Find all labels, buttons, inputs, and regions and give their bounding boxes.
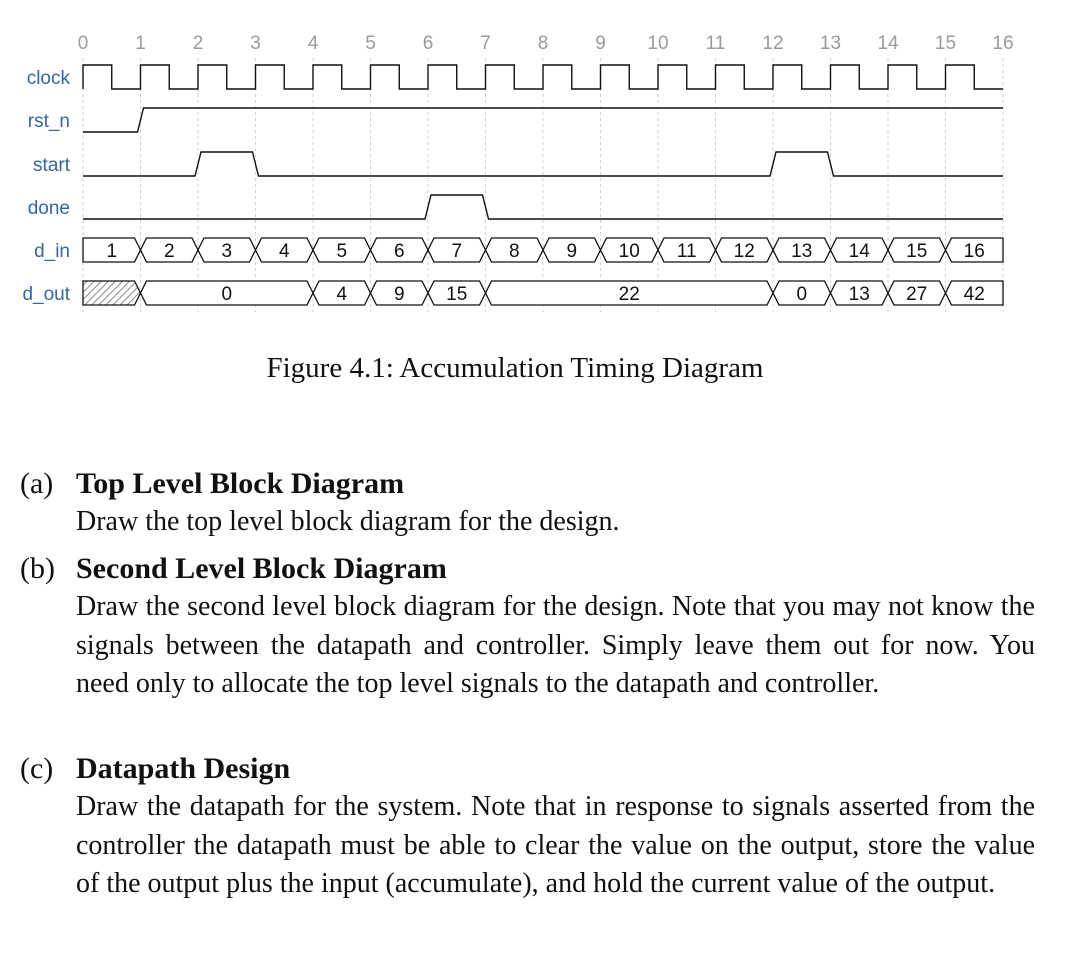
d-in-bus-value: 3 — [221, 241, 233, 262]
cycle-label: 8 — [537, 33, 549, 54]
d-out-bus-value: 42 — [963, 284, 985, 305]
item-body-a: Draw the top level block diagram for the design. — [76, 506, 620, 537]
d-in-bus-value: 8 — [508, 241, 520, 262]
d-in-bus-value: 7 — [451, 241, 463, 262]
cycle-label: 12 — [762, 33, 784, 54]
d-in-bus-value: 11 — [676, 241, 697, 262]
item-label-a: (a) — [20, 467, 54, 500]
d-out-bus-value: 0 — [796, 284, 808, 305]
d-in-bus-value: 16 — [963, 241, 985, 262]
d-out-bus-value: 4 — [336, 284, 348, 305]
cycle-label: 0 — [77, 33, 89, 54]
d-in-bus-value: 14 — [848, 241, 870, 262]
signal-names — [22, 68, 70, 305]
cycle-label: 3 — [250, 33, 261, 54]
signal-name-done: done — [27, 198, 70, 219]
item-heading-a — [20, 465, 1035, 503]
clock-waveform — [83, 65, 1003, 89]
question-item-a — [20, 465, 1035, 542]
cycle-label: 13 — [819, 33, 842, 54]
question-item-b — [20, 550, 1035, 704]
cycle-label: 11 — [705, 33, 726, 54]
cycle-labels — [78, 33, 1014, 54]
d-in-bus-value: 12 — [733, 241, 755, 262]
d-in-bus-value: 4 — [278, 241, 290, 262]
cycle-label: 6 — [422, 33, 434, 54]
cycle-label: 15 — [934, 33, 957, 54]
d-out-bus-segment — [83, 281, 141, 305]
d-out-bus-value: 13 — [848, 284, 870, 305]
figure-caption: Figure 4.1: Accumulation Timing Diagram — [266, 352, 764, 384]
timing-diagram — [0, 0, 1078, 320]
cycle-label: 9 — [595, 33, 606, 54]
d-out-bus-value: 9 — [393, 284, 405, 305]
timing-grid — [83, 58, 1003, 312]
d-in-bus-value: 9 — [566, 241, 578, 262]
item-label-b: (b) — [20, 552, 55, 585]
d-in-bus-value: 10 — [618, 241, 640, 262]
signal-name-d-in: d_in — [34, 241, 70, 262]
d-in-bus-value: 6 — [393, 241, 405, 262]
question-item-c — [20, 750, 1035, 904]
d-in-bus-value: 15 — [906, 241, 928, 262]
d-out-bus-value: 0 — [221, 284, 233, 305]
cycle-label: 16 — [992, 33, 1014, 54]
item-heading-c — [20, 750, 1035, 788]
cycle-label: 10 — [647, 33, 669, 54]
cycle-label: 2 — [192, 33, 204, 54]
cycle-label: 4 — [307, 33, 319, 54]
cycle-label: 5 — [365, 33, 376, 54]
signal-name-d-out: d_out — [22, 284, 70, 305]
item-title-b: Second Level Block Diagram — [76, 552, 447, 585]
d-in-bus-value: 1 — [106, 241, 118, 262]
d-in-bus-value: 13 — [791, 241, 813, 262]
d-in-bus-value: 2 — [163, 241, 175, 262]
cycle-label: 7 — [480, 33, 491, 54]
item-title-a: Top Level Block Diagram — [76, 467, 405, 500]
d-out-bus-value: 27 — [906, 284, 928, 305]
item-heading-b — [20, 550, 1035, 588]
cycle-label: 1 — [135, 33, 146, 54]
signal-name-rst-n: rst_n — [27, 111, 70, 132]
item-label-c: (c) — [20, 752, 54, 785]
d-out-bus-value: 22 — [618, 284, 640, 305]
d-out-bus-value: 15 — [446, 284, 468, 305]
item-title-c: Datapath Design — [76, 752, 291, 785]
cycle-label: 14 — [877, 33, 899, 54]
item-body-c: Draw the datapath for the system. Note that in response to signals asserted from the controller the datapath must be able to clear the value on the output, store the value of the output plus the input (accumulate), and hold the current value of the output. — [76, 791, 1035, 900]
d-in-bus-value: 5 — [336, 241, 348, 262]
signal-name-clock: clock — [26, 68, 70, 89]
signal-name-start: start — [33, 155, 70, 176]
item-body-b: Draw the second level block diagram for the design. Note that you may not know the signals between the datapath and controller. Simply leave them out for now. You need only to allocate the top level signals to the datapath and controller. — [76, 591, 1035, 700]
